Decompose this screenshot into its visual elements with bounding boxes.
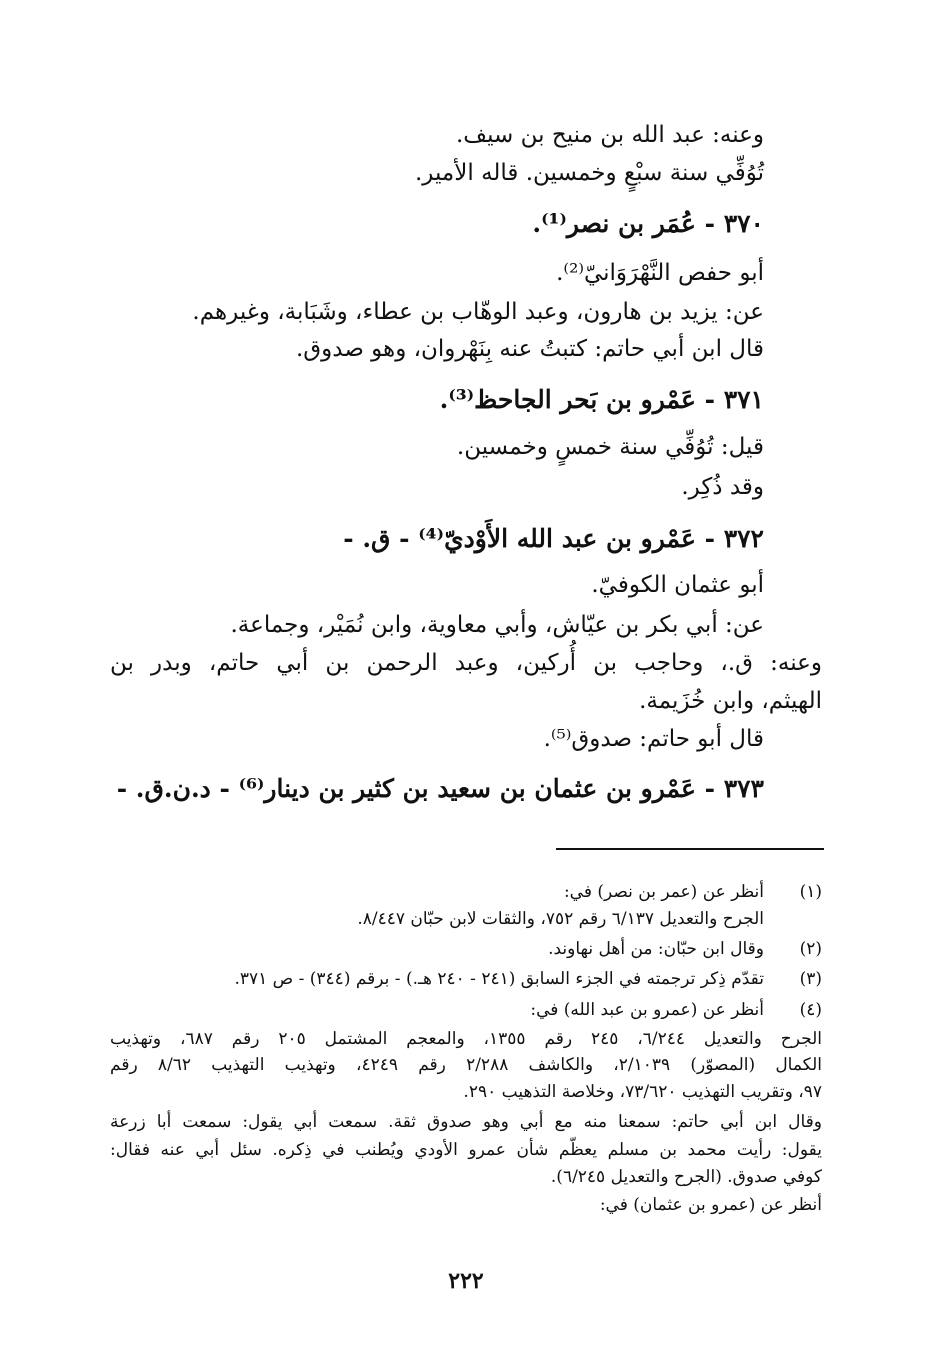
footnote-line: أنظر عن (عمرو بن عثمان) في: (599, 1195, 822, 1215)
body-line: وعنه: عبد الله بن منيح بن سيف. (456, 122, 764, 148)
footnote-number: (٣) (799, 969, 822, 989)
footnote-number: (١) (799, 882, 822, 902)
body-line: عن: أبي بكر بن عيّاش، وأبي معاوية، وابن نُمَيْر، وجماعة. (230, 612, 764, 638)
footnote-line: كوفي صدوق. (الجرح والتعديل ٦/٢٤٥). (550, 1167, 822, 1187)
footnote-number: (٤) (799, 1000, 822, 1020)
footnote-line: ٩٧، وتقريب التهذيب ٧٣/٦٢٠، وخلاصة التذهيب ٢٩٠. (463, 1082, 822, 1102)
footnote-line: تقدّم ذِكر ترجمته في الجزء السابق (٢٤١ - ٢٤٠ هـ.) - برقم (٣٤٤) - ص ٣٧١. (234, 969, 764, 989)
footnote-line: أنظر عن (عمر بن نصر) في: (563, 882, 764, 902)
footnote-separator (556, 848, 824, 850)
entry-heading-372: ٣٧٢ - عَمْرو بن عبد الله الأَوْديّ⁽⁴⁾ - ق. - (343, 524, 764, 553)
entry-heading-370: ٣٧٠ - عُمَر بن نصر⁽¹⁾. (532, 209, 764, 238)
entry-heading-373: ٣٧٣ - عَمْرو بن عثمان بن سعيد بن كثير بن دينار⁽⁶⁾ - د.ن.ق. - (116, 774, 764, 803)
body-line: وعنه: ق.، وحاجب بن أُركين، وعبد الرحمن بن أبي حاتم، وبدر بن (110, 650, 822, 676)
body-line: تُوُفِّي سنة سبْعٍ وخمسين. قاله الأمير. (414, 160, 764, 186)
body-line: قال ابن أبي حاتم: كتبتُ عنه بِنَهْروان، وهو صدوق. (296, 336, 764, 362)
footnote-number: (٢) (799, 939, 822, 959)
page-number: ٢٢٢ (448, 1268, 484, 1294)
footnote-line: وقال ابن حبّان: من أهل نهاوند. (548, 939, 764, 959)
footnote-line: أنظر عن (عمرو بن عبد الله) في: (530, 1000, 764, 1020)
entry-heading-371: ٣٧١ - عَمْرو بن بَحر الجاحظ⁽³⁾. (439, 385, 764, 414)
body-line: وقد ذُكِر. (681, 474, 764, 500)
body-line: قال أبو حاتم: صدوق⁽⁵⁾. (543, 726, 764, 752)
body-line: أبو حفص النَّهْرَوَانيّ⁽²⁾. (556, 260, 764, 286)
footnote-line: الجرح والتعديل ٦/٢٤٤، ٢٤٥ رقم ١٣٥٥، والمعجم المشتمل ٢٠٥ رقم ٦٨٧، وتهذيب (110, 1029, 822, 1049)
body-line: عن: يزيد بن هارون، وعبد الوهّاب بن عطاء، وشَبَابة، وغيرهم. (192, 299, 764, 325)
body-line: قيل: تُوُفِّي سنة خمسٍ وخمسين. (456, 434, 764, 460)
footnote-line: يقول: رأيت محمد بن مسلم يعظّم شأن عمرو الأودي ويُطنب في ذِكره. سئل أبي عنه فقال: (110, 1140, 822, 1160)
footnote-line: الجرح والتعديل ٦/١٣٧ رقم ٧٥٢، والثقات لابن حبّان ٨/٤٤٧. (357, 909, 764, 929)
footnote-line: الكمال (المصوّر) ٢/١٠٣٩، والكاشف ٢/٢٨٨ رقم ٤٢٤٩، وتهذيب التهذيب ٨/٦٢ رقم (110, 1055, 822, 1075)
footnote-line: وقال ابن أبي حاتم: سمعنا منه مع أبي وهو صدوق ثقة. سمعت أبي يقول: سمعت أبا زرعة (110, 1112, 822, 1132)
body-line: أبو عثمان الكوفيّ. (591, 572, 764, 598)
body-line: الهيثم، وابن خُزَيمة. (639, 688, 822, 714)
